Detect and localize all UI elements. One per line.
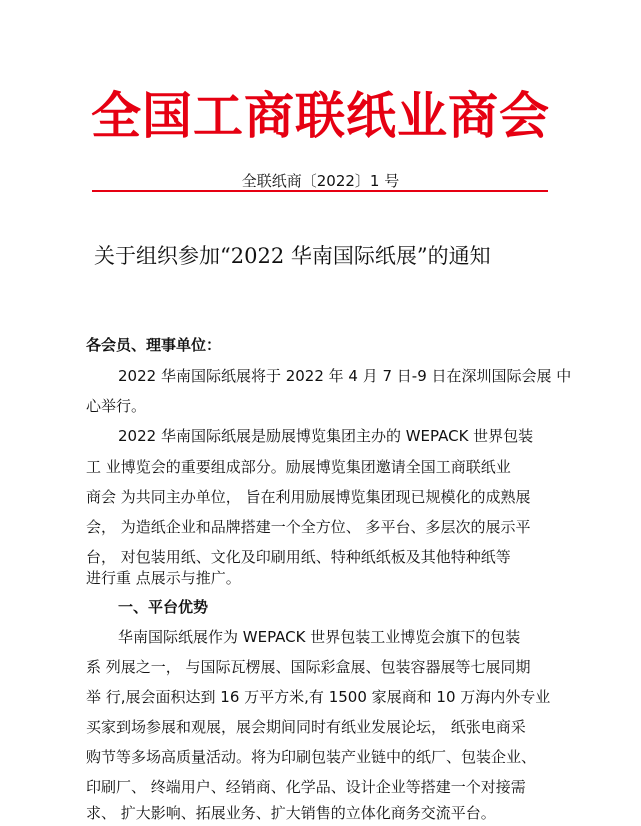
section-heading-platform-advantages: 一、平台优势 bbox=[118, 598, 209, 616]
paragraph-line: 举 行,展会面积达到 16 万平方米,有 1500 家展商和 10 万海内外专业 bbox=[86, 688, 551, 706]
paragraph-line: 会， 为造纸企业和品牌搭建一个全方位、 多平台、多层次的展示平 bbox=[86, 518, 531, 536]
paragraph-line: 工 业博览会的重要组成部分。励展博览集团邀请全国工商联纸业 bbox=[86, 458, 511, 476]
document-number: 全联纸商〔2022〕1 号 bbox=[241, 172, 400, 190]
paragraph-line: 华南国际纸展作为 WEPACK 世界包装工业博览会旗下的包装 bbox=[118, 628, 521, 646]
notice-title: 关于组织参加“2022 华南国际纸展”的通知 bbox=[94, 244, 491, 268]
paragraph-line: 买家到场参展和观展，展会期间同时有纸业发展论坛， 纸张电商采 bbox=[86, 718, 526, 736]
paragraph-line: 印刷厂、 终端用户、经销商、化学品、设计企业等搭建一个对接需 bbox=[86, 778, 526, 796]
paragraph-line: 2022 华南国际纸展将于 2022 年 4 月 7 日-9 日在深圳国际会展 中 bbox=[118, 367, 572, 385]
paragraph-line: 进行重 点展示与推广。 bbox=[86, 569, 241, 587]
paragraph-line: 购节等多场高质量活动。将为印刷包装产业链中的纸厂、包装企业、 bbox=[86, 748, 537, 766]
red-header-rule bbox=[92, 190, 548, 192]
paragraph-line: 商会 为共同主办单位， 旨在利用励展博览集团现已规模化的成熟展 bbox=[86, 488, 531, 506]
paragraph-line: 2022 华南国际纸展是励展博览集团主办的 WEPACK 世界包装 bbox=[118, 427, 534, 445]
paragraph-line: 心举行。 bbox=[86, 397, 147, 415]
paragraph-line: 台， 对包装用纸、文化及印刷用纸、特种纸纸板及其他特种纸等 bbox=[86, 548, 511, 566]
organization-title: 全国工商联纸业商会 bbox=[91, 87, 550, 145]
salutation: 各会员、理事单位： bbox=[86, 336, 222, 354]
paragraph-line: 系 列展之一， 与国际瓦楞展、国际彩盒展、包装容器展等七展同期 bbox=[86, 658, 531, 676]
paragraph-line: 求、 扩大影响、拓展业务、扩大销售的立体化商务交流平台。 bbox=[86, 804, 496, 822]
